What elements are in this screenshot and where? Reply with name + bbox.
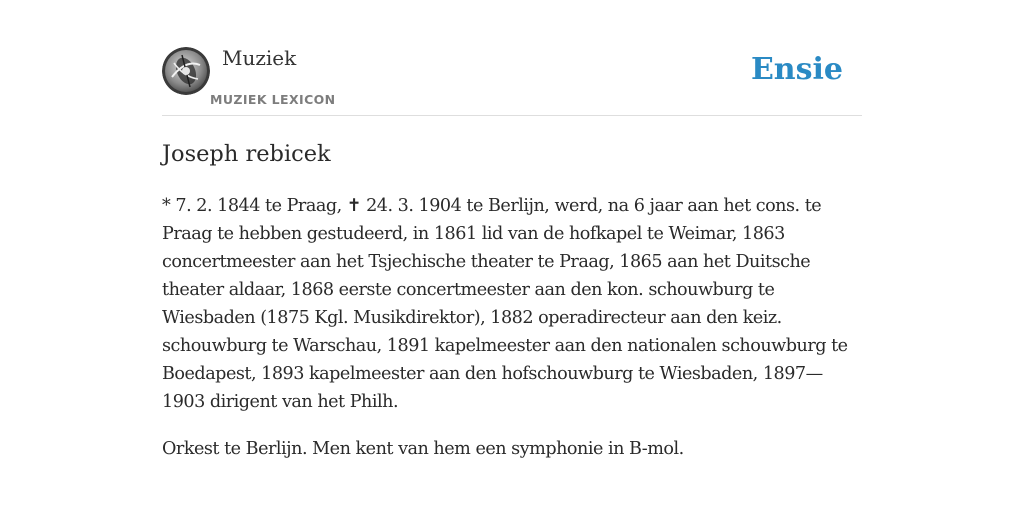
music-category-logo-icon[interactable]	[162, 47, 210, 95]
music-category-logo-graphic	[162, 47, 210, 95]
article-paragraph-2: Orkest te Berlijn. Men kent van hem een symphonie in B-mol.	[162, 439, 684, 459]
article	[162, 138, 862, 463]
ensie-brand-link[interactable]: Ensie	[750, 52, 843, 87]
site-header	[162, 46, 862, 116]
article-title: Joseph rebicek	[162, 141, 331, 167]
header-divider	[162, 115, 862, 116]
article-paragraph-1: * 7. 2. 1844 te Praag, ✝ 24. 3. 1904 te Berlijn, werd, na 6 jaar aan het cons. te Praag te hebben gestudeerd, in 1861 lid van de hofkapel te Weimar, 1863 concertmeester aan het Tsjechische theater te Praag, 1865 aan het Duitsche theater aldaar, 1868 eerste concertmeester aan den kon. schouwburg te Wiesbaden (1875 Kgl. Musikdirektor), 1882 operadirecteur aan den keiz. schouwburg te Warschau, 1891 kapelmeester aan den nationalen schouwburg te Boedapest, 1893 kapelmeester aan den hofschouwburg te Wiesbaden, 1897—1903 dirigent van het Philh.	[162, 196, 848, 412]
site-title[interactable]: Muziek	[222, 46, 297, 70]
site-subtitle: MUZIEK LEXICON	[210, 92, 336, 107]
